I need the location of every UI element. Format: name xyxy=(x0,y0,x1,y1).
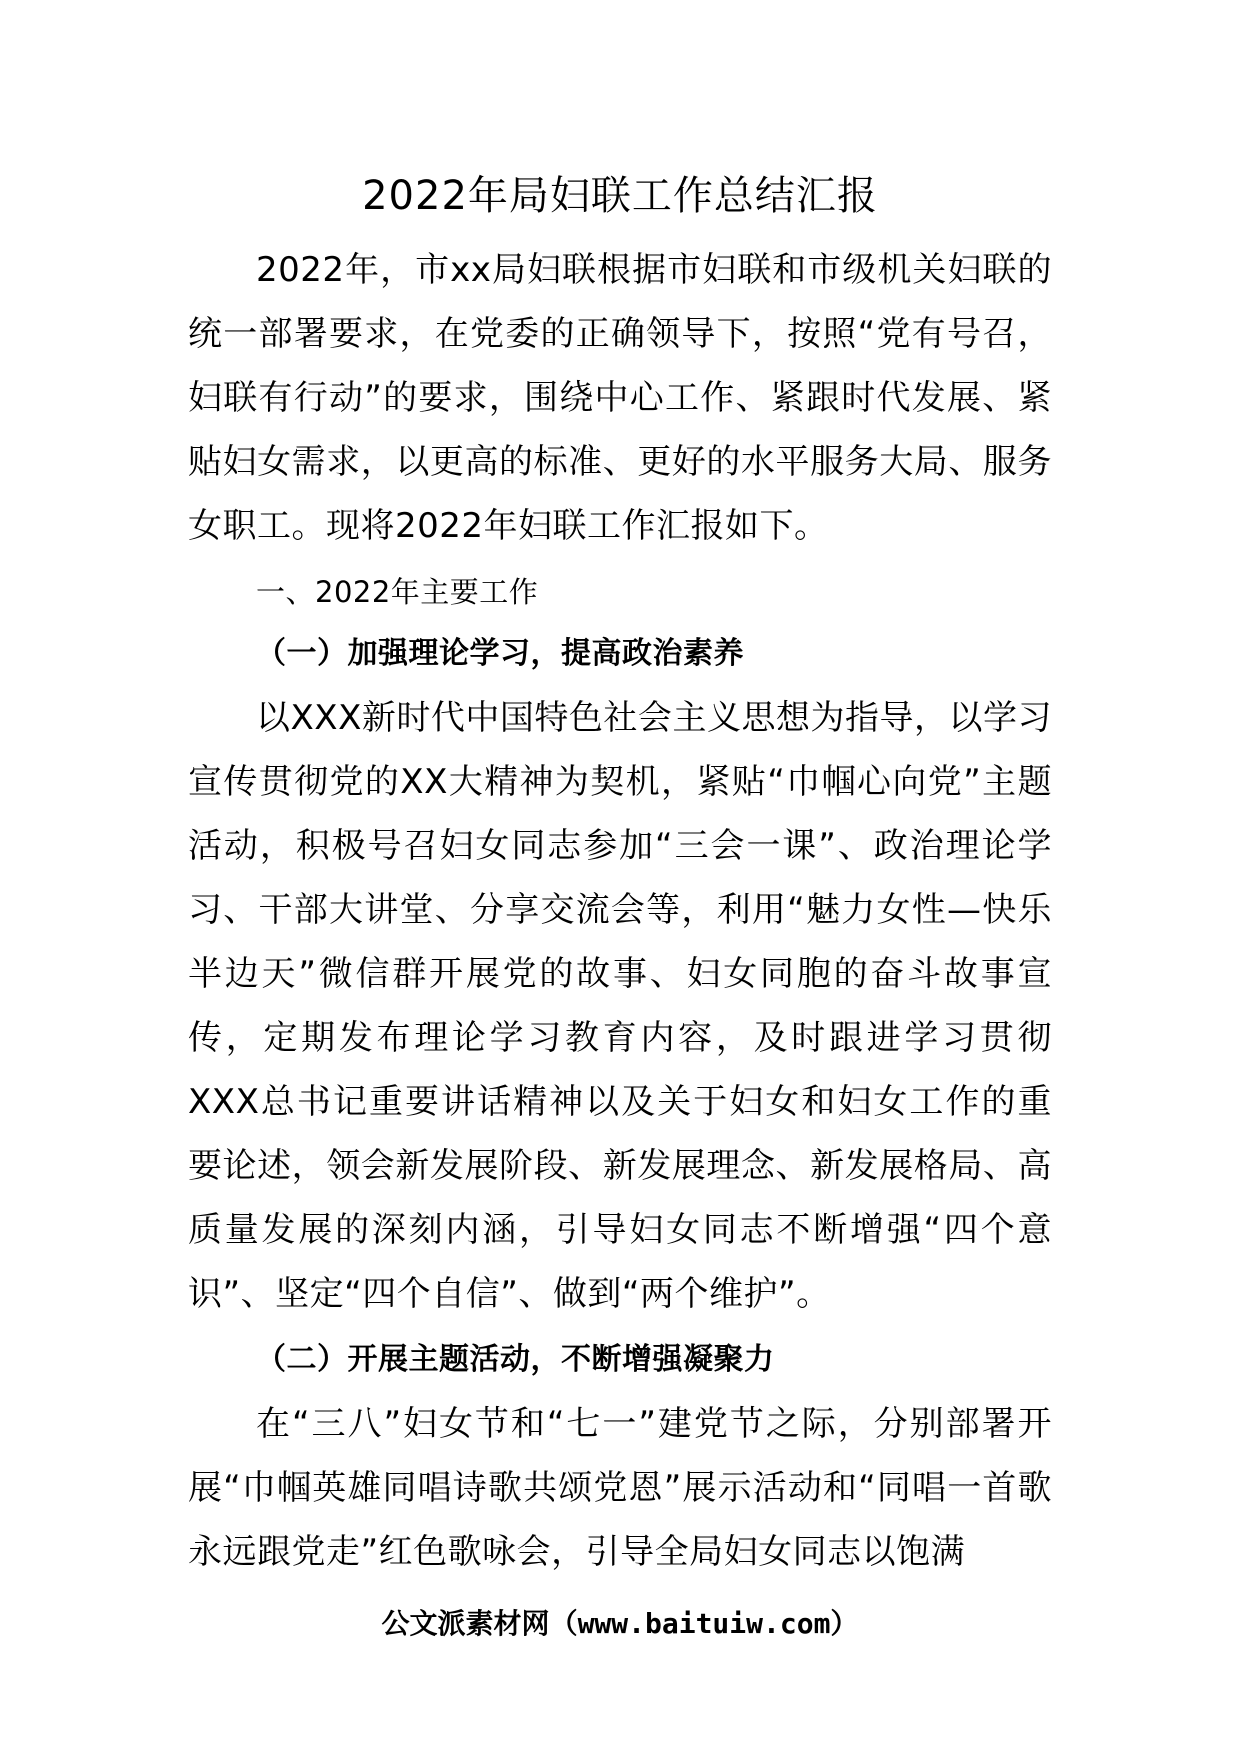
subsection-heading-theme-activities: （二）开展主题活动，不断增强凝聚力 xyxy=(256,1342,775,1377)
intro-paragraph: 2022年，市xx局妇联根据市妇联和市级机关妇联的统一部署要求，在党委的正确领导下，按照“党有号召，妇联有行动”的要求，围绕中心工作、紧跟时代发展、紧贴妇女需求，以更高的标准、更好的水平服务大局、服务女职工。现将2022年妇联工作汇报如下。 xyxy=(188,250,1052,546)
subsection-heading-theory-study: （一）加强理论学习，提高政治素养 xyxy=(256,636,744,671)
document-title: 2022年局妇联工作总结汇报 xyxy=(362,173,878,219)
footer-url: （www.baituiw.com） xyxy=(549,1607,859,1640)
subsection-paragraph-theory-study: 以XXX新时代中国特色社会主义思想为指导，以学习宣传贯彻党的XX大精神为契机，紧贴“巾帼心向党”主题活动，积极号召妇女同志参加“三会一课”、政治理论学习、干部大讲堂、分享交流会等，利用“魅力女性—快乐半边天”微信群开展党的故事、妇女同胞的奋斗故事宣传，定期发布理论学习教育内容，及时跟进学习贯彻XXX总书记重要讲话精神以及关于妇女和妇女工作的重要论述，领会新发展阶段、新发展理念、新发展格局、高质量发展的深刻内涵，引导妇女同志不断增强“四个意识”、坚定“四个自信”、做到“两个维护”。 xyxy=(188,698,1052,1314)
footer-site-name: 公文派素材网 xyxy=(381,1607,550,1640)
subsection-paragraph-theme-activities: 在“三八”妇女节和“七一”建党节之际，分别部署开展“巾帼英雄同唱诗歌共颂党恩”展示活动和“同唱一首歌永远跟党走”红色歌咏会，引导全局妇女同志以饱满 xyxy=(188,1404,1052,1572)
section-heading-main-work: 一、2022年主要工作 xyxy=(256,575,539,609)
footer-watermark xyxy=(0,1604,1240,1644)
